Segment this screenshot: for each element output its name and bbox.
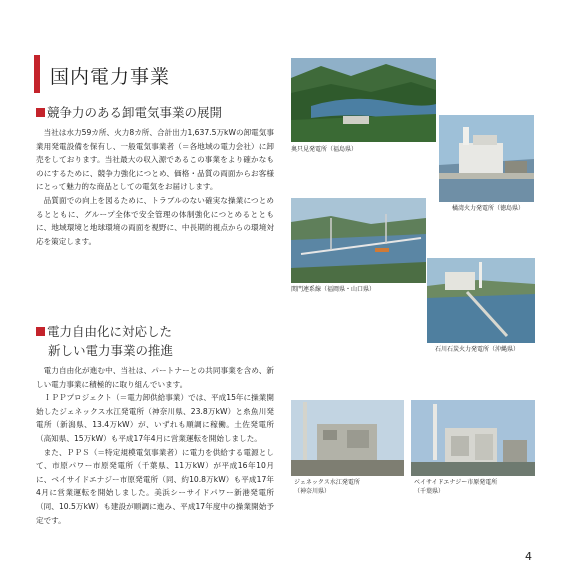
section2-heading bbox=[36, 322, 172, 340]
kanmon-photo bbox=[291, 198, 426, 283]
ishikawa-photo bbox=[427, 258, 535, 343]
kanmon-caption: 関門連系線（福岡県・山口県） bbox=[291, 286, 376, 293]
page-title-block bbox=[34, 55, 234, 93]
bayside-caption-line2: （千葉県） bbox=[414, 488, 445, 495]
red-square-icon bbox=[36, 108, 45, 117]
genex-caption-line1: ジェネックス水江発電所 bbox=[294, 479, 360, 486]
page-title: 国内電力事業 bbox=[50, 66, 171, 88]
section2-heading-second bbox=[48, 341, 173, 359]
section1-paragraph: 当社は水力59カ所、火力8カ所、合計出力1,637.5万kWの卸電気事業用発電設備を保有し、一般電気事業者（＝各地域の電力会社）に卸売をしております。当社最大の収入源であるこの事業をより確かなものにするために、競争力強化につとめ、価格・品質の両面からお客様にとって魅力的な商品としての電気をお届けします。 bbox=[36, 128, 274, 192]
ishikawa-caption: 石川石炭火力発電所（沖縄県） bbox=[435, 346, 520, 353]
section1-heading bbox=[36, 103, 222, 121]
tachibanawan-caption: 橘湾火力発電所（徳島県） bbox=[452, 205, 525, 212]
section2-body bbox=[36, 364, 274, 527]
okutadami-photo bbox=[291, 58, 436, 142]
title-accent-bar bbox=[34, 55, 40, 93]
section2-paragraph: 電力自由化が進む中、当社は、パートナーとの共同事業を含め、新しい電力事業に積極的に取り組んでいます。 bbox=[36, 366, 274, 389]
section1-heading-text: 競争力のある卸電気事業の展開 bbox=[47, 105, 223, 120]
section1-paragraph: 品質面での向上を図るために、トラブルのない確実な操業につとめるとともに、グループ全体で安全管理の体制強化につとめるとともに、地域環境と地球環境の両面を視野に、中長期的視点からの環境対応を策定します。 bbox=[36, 195, 274, 246]
section2-heading-line2: 新しい電力事業の推進 bbox=[48, 343, 174, 358]
page-number: 4 bbox=[525, 550, 532, 563]
section2-heading-line1: 電力自由化に対応した bbox=[47, 324, 173, 339]
genex-photo bbox=[291, 400, 404, 476]
bayside-photo bbox=[411, 400, 535, 476]
section1-body bbox=[36, 126, 274, 248]
section2-paragraph: ＩＰＰプロジェクト（＝電力卸供給事業）では、平成15年に操業開始したジェネックス水江発電所（神奈川県、23.8万kW）と糸魚川発電所（新潟県、13.4万kW）が、いずれも順調に稼働。土佐発電所（高知県、15万kW）も平成17年4月に営業運転を開始しました。 bbox=[36, 393, 274, 443]
genex-caption-line2: （神奈川県） bbox=[294, 488, 331, 495]
bayside-caption-line1: ベイサイドエナジー市原発電所 bbox=[414, 479, 498, 486]
okutadami-caption: 奥只見発電所（福島県） bbox=[291, 146, 358, 153]
red-square-icon bbox=[36, 327, 45, 336]
section2-paragraph: また、ＰＰＳ（＝特定規模電気事業者）に電力を供給する電源として、市原パワー市原発電所（千葉県、11万kW）が平成16年10月に、ベイサイドエナジー市原発電所（同、約10.8万kW）も平成17年4月に営業運転を開始しました。美浜シーサイドパワー新港発電所（同、10.5万kW）も建設が順調に進み、平成17年度中の操業開始予定です。 bbox=[36, 447, 274, 525]
tachibanawan-photo bbox=[439, 115, 534, 202]
